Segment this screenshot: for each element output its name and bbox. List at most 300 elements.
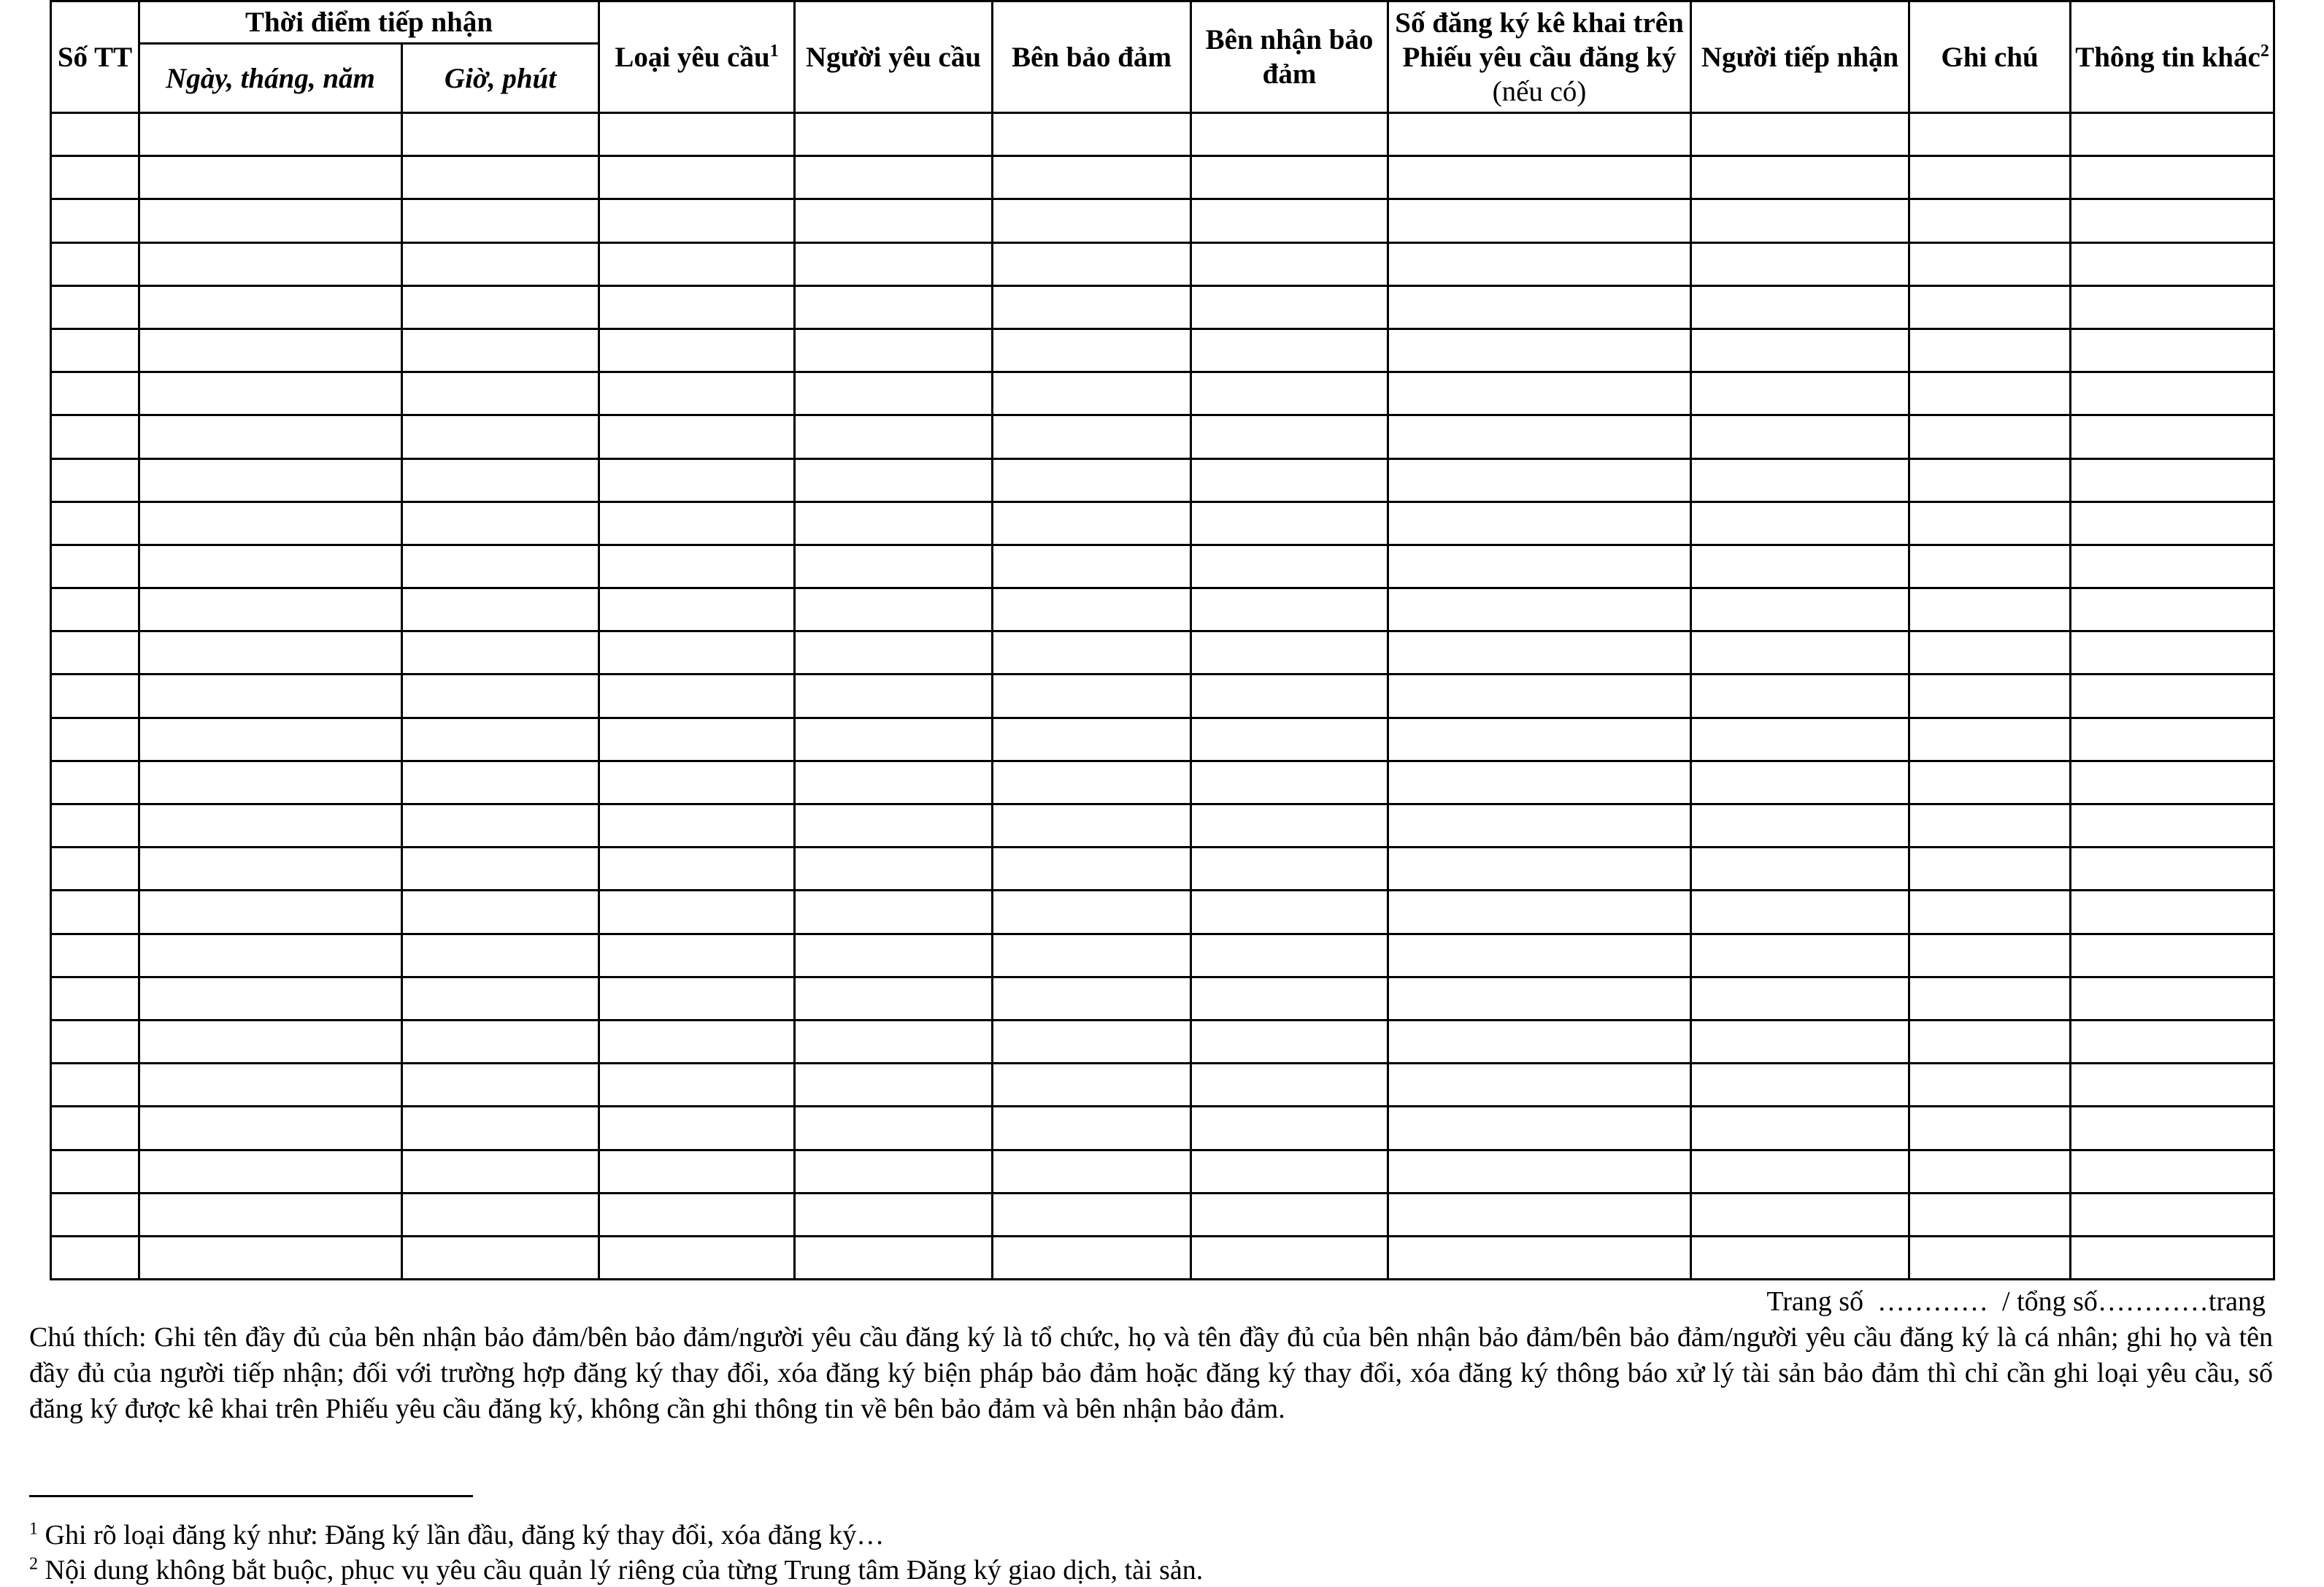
table-cell[interactable] xyxy=(402,1107,599,1150)
table-cell[interactable] xyxy=(1691,934,1909,977)
table-cell[interactable] xyxy=(599,1064,795,1107)
table-cell[interactable] xyxy=(993,113,1191,156)
table-cell[interactable] xyxy=(51,1236,139,1279)
table-cell[interactable] xyxy=(402,285,599,328)
table-cell[interactable] xyxy=(51,1064,139,1107)
table-cell[interactable] xyxy=(1388,156,1691,199)
table-cell[interactable] xyxy=(2071,285,2274,328)
table-cell[interactable] xyxy=(2071,804,2274,848)
table-cell[interactable] xyxy=(795,804,993,848)
table-cell[interactable] xyxy=(1191,113,1388,156)
table-cell[interactable] xyxy=(1909,545,2071,588)
table-cell[interactable] xyxy=(993,761,1191,804)
table-cell[interactable] xyxy=(993,848,1191,891)
table-cell[interactable] xyxy=(993,934,1191,977)
table-cell[interactable] xyxy=(1691,415,1909,458)
table-cell[interactable] xyxy=(795,545,993,588)
table-cell[interactable] xyxy=(993,891,1191,934)
table-cell[interactable] xyxy=(2071,761,2274,804)
table-cell[interactable] xyxy=(51,977,139,1020)
table-cell[interactable] xyxy=(1909,1020,2071,1063)
table-cell[interactable] xyxy=(599,675,795,718)
table-cell[interactable] xyxy=(139,588,402,631)
table-cell[interactable] xyxy=(993,458,1191,502)
table-cell[interactable] xyxy=(139,1064,402,1107)
table-cell[interactable] xyxy=(1388,1107,1691,1150)
table-cell[interactable] xyxy=(599,199,795,242)
table-cell[interactable] xyxy=(1388,458,1691,502)
table-cell[interactable] xyxy=(1191,545,1388,588)
table-cell[interactable] xyxy=(1909,1064,2071,1107)
table-cell[interactable] xyxy=(599,285,795,328)
table-cell[interactable] xyxy=(1909,415,2071,458)
table-cell[interactable] xyxy=(993,804,1191,848)
table-cell[interactable] xyxy=(1909,372,2071,415)
table-cell[interactable] xyxy=(139,242,402,285)
table-cell[interactable] xyxy=(599,458,795,502)
table-cell[interactable] xyxy=(139,156,402,199)
table-cell[interactable] xyxy=(1691,1064,1909,1107)
table-cell[interactable] xyxy=(1191,458,1388,502)
table-cell[interactable] xyxy=(1191,1193,1388,1236)
table-cell[interactable] xyxy=(1388,848,1691,891)
table-cell[interactable] xyxy=(599,891,795,934)
table-cell[interactable] xyxy=(599,156,795,199)
table-cell[interactable] xyxy=(1191,718,1388,761)
table-cell[interactable] xyxy=(139,458,402,502)
table-cell[interactable] xyxy=(402,977,599,1020)
table-cell[interactable] xyxy=(139,804,402,848)
table-cell[interactable] xyxy=(599,804,795,848)
table-cell[interactable] xyxy=(1909,199,2071,242)
table-cell[interactable] xyxy=(993,1236,1191,1279)
table-cell[interactable] xyxy=(1909,242,2071,285)
table-cell[interactable] xyxy=(993,328,1191,372)
table-cell[interactable] xyxy=(139,328,402,372)
table-cell[interactable] xyxy=(993,199,1191,242)
table-cell[interactable] xyxy=(1191,156,1388,199)
table-cell[interactable] xyxy=(599,1020,795,1063)
table-cell[interactable] xyxy=(1909,1236,2071,1279)
table-cell[interactable] xyxy=(402,718,599,761)
table-cell[interactable] xyxy=(1691,588,1909,631)
table-cell[interactable] xyxy=(2071,545,2274,588)
table-cell[interactable] xyxy=(1388,372,1691,415)
table-cell[interactable] xyxy=(2071,328,2274,372)
table-cell[interactable] xyxy=(1191,588,1388,631)
table-cell[interactable] xyxy=(402,631,599,675)
table-cell[interactable] xyxy=(51,113,139,156)
table-cell[interactable] xyxy=(599,977,795,1020)
table-cell[interactable] xyxy=(1191,328,1388,372)
table-cell[interactable] xyxy=(1191,675,1388,718)
table-cell[interactable] xyxy=(1909,1193,2071,1236)
table-cell[interactable] xyxy=(993,588,1191,631)
table-cell[interactable] xyxy=(51,545,139,588)
table-cell[interactable] xyxy=(402,848,599,891)
table-cell[interactable] xyxy=(2071,891,2274,934)
table-cell[interactable] xyxy=(993,545,1191,588)
table-cell[interactable] xyxy=(795,977,993,1020)
table-cell[interactable] xyxy=(795,675,993,718)
table-cell[interactable] xyxy=(1691,113,1909,156)
table-cell[interactable] xyxy=(139,1236,402,1279)
table-cell[interactable] xyxy=(402,934,599,977)
table-cell[interactable] xyxy=(139,372,402,415)
table-cell[interactable] xyxy=(51,934,139,977)
table-cell[interactable] xyxy=(1909,718,2071,761)
table-cell[interactable] xyxy=(1191,761,1388,804)
table-cell[interactable] xyxy=(1191,934,1388,977)
table-cell[interactable] xyxy=(402,1150,599,1193)
table-cell[interactable] xyxy=(1909,761,2071,804)
table-cell[interactable] xyxy=(402,458,599,502)
table-cell[interactable] xyxy=(993,1193,1191,1236)
table-cell[interactable] xyxy=(1388,718,1691,761)
table-cell[interactable] xyxy=(139,545,402,588)
table-cell[interactable] xyxy=(1909,675,2071,718)
table-cell[interactable] xyxy=(1691,1236,1909,1279)
table-cell[interactable] xyxy=(599,372,795,415)
table-cell[interactable] xyxy=(599,242,795,285)
table-cell[interactable] xyxy=(795,934,993,977)
table-cell[interactable] xyxy=(1191,242,1388,285)
table-cell[interactable] xyxy=(1191,1236,1388,1279)
table-cell[interactable] xyxy=(1191,502,1388,545)
table-cell[interactable] xyxy=(599,1107,795,1150)
table-cell[interactable] xyxy=(139,977,402,1020)
table-cell[interactable] xyxy=(1691,675,1909,718)
table-cell[interactable] xyxy=(51,242,139,285)
table-cell[interactable] xyxy=(402,761,599,804)
table-cell[interactable] xyxy=(402,242,599,285)
table-cell[interactable] xyxy=(2071,1064,2274,1107)
table-cell[interactable] xyxy=(2071,156,2274,199)
table-cell[interactable] xyxy=(139,1150,402,1193)
table-cell[interactable] xyxy=(1388,285,1691,328)
table-row xyxy=(51,1020,2274,1063)
table-cell[interactable] xyxy=(599,415,795,458)
table-cell[interactable] xyxy=(1909,285,2071,328)
table-cell[interactable] xyxy=(402,545,599,588)
table-cell[interactable] xyxy=(402,588,599,631)
table-cell[interactable] xyxy=(2071,675,2274,718)
table-cell[interactable] xyxy=(993,718,1191,761)
table-cell[interactable] xyxy=(1191,372,1388,415)
table-cell[interactable] xyxy=(139,891,402,934)
table-cell[interactable] xyxy=(51,848,139,891)
table-cell[interactable] xyxy=(795,458,993,502)
header-registration-number-optional: (nếu có) xyxy=(1492,75,1587,107)
table-cell[interactable] xyxy=(993,242,1191,285)
table-cell[interactable] xyxy=(795,848,993,891)
table-cell[interactable] xyxy=(795,372,993,415)
table-cell[interactable] xyxy=(1388,113,1691,156)
table-cell[interactable] xyxy=(795,588,993,631)
table-cell[interactable] xyxy=(1691,328,1909,372)
table-cell[interactable] xyxy=(1388,242,1691,285)
table-cell[interactable] xyxy=(402,156,599,199)
table-cell[interactable] xyxy=(993,285,1191,328)
table-cell[interactable] xyxy=(2071,458,2274,502)
table-cell[interactable] xyxy=(139,631,402,675)
table-cell[interactable] xyxy=(51,588,139,631)
table-cell[interactable] xyxy=(1909,1150,2071,1193)
table-cell[interactable] xyxy=(1691,156,1909,199)
table-cell[interactable] xyxy=(1691,242,1909,285)
table-cell[interactable] xyxy=(1909,588,2071,631)
table-cell[interactable] xyxy=(795,761,993,804)
table-cell[interactable] xyxy=(402,675,599,718)
table-cell[interactable] xyxy=(1191,199,1388,242)
table-cell[interactable] xyxy=(993,1020,1191,1063)
table-cell[interactable] xyxy=(1691,502,1909,545)
table-cell[interactable] xyxy=(993,977,1191,1020)
table-cell[interactable] xyxy=(402,502,599,545)
table-cell[interactable] xyxy=(402,328,599,372)
table-cell[interactable] xyxy=(1191,285,1388,328)
table-cell[interactable] xyxy=(1691,804,1909,848)
table-cell[interactable] xyxy=(1691,848,1909,891)
table-cell[interactable] xyxy=(795,1150,993,1193)
table-cell[interactable] xyxy=(51,372,139,415)
table-cell[interactable] xyxy=(1691,1193,1909,1236)
table-cell[interactable] xyxy=(1909,977,2071,1020)
table-cell[interactable] xyxy=(1388,977,1691,1020)
table-cell[interactable] xyxy=(1191,1064,1388,1107)
table-cell[interactable] xyxy=(1909,113,2071,156)
table-cell[interactable] xyxy=(993,1150,1191,1193)
table-cell[interactable] xyxy=(139,1020,402,1063)
table-cell[interactable] xyxy=(402,372,599,415)
table-cell[interactable] xyxy=(2071,113,2274,156)
table-cell[interactable] xyxy=(139,934,402,977)
table-cell[interactable] xyxy=(993,372,1191,415)
table-cell[interactable] xyxy=(139,502,402,545)
table-cell[interactable] xyxy=(599,718,795,761)
table-cell[interactable] xyxy=(2071,934,2274,977)
table-row xyxy=(51,804,2274,848)
table-cell[interactable] xyxy=(402,113,599,156)
table-cell[interactable] xyxy=(795,113,993,156)
table-cell[interactable] xyxy=(1388,631,1691,675)
table-cell[interactable] xyxy=(599,934,795,977)
table-cell[interactable] xyxy=(1388,761,1691,804)
table-cell[interactable] xyxy=(1191,891,1388,934)
table-cell[interactable] xyxy=(993,675,1191,718)
table-cell[interactable] xyxy=(599,761,795,804)
table-cell[interactable] xyxy=(51,1107,139,1150)
table-cell[interactable] xyxy=(51,199,139,242)
table-cell[interactable] xyxy=(993,1064,1191,1107)
table-cell[interactable] xyxy=(402,1236,599,1279)
table-cell[interactable] xyxy=(795,1064,993,1107)
table-cell[interactable] xyxy=(1191,804,1388,848)
table-cell[interactable] xyxy=(1191,1150,1388,1193)
table-cell[interactable] xyxy=(1191,631,1388,675)
table-cell[interactable] xyxy=(795,502,993,545)
table-cell[interactable] xyxy=(1191,848,1388,891)
table-cell[interactable] xyxy=(402,1064,599,1107)
table-cell[interactable] xyxy=(2071,1107,2274,1150)
table-cell[interactable] xyxy=(599,545,795,588)
table-cell[interactable] xyxy=(139,285,402,328)
table-cell[interactable] xyxy=(599,1193,795,1236)
table-cell[interactable] xyxy=(139,1193,402,1236)
table-cell[interactable] xyxy=(795,285,993,328)
table-cell[interactable] xyxy=(51,1193,139,1236)
table-cell[interactable] xyxy=(51,328,139,372)
table-cell[interactable] xyxy=(1909,156,2071,199)
table-cell[interactable] xyxy=(795,156,993,199)
table-cell[interactable] xyxy=(402,1020,599,1063)
table-cell[interactable] xyxy=(139,113,402,156)
table-cell[interactable] xyxy=(1691,1107,1909,1150)
table-cell[interactable] xyxy=(1191,977,1388,1020)
table-cell[interactable] xyxy=(1388,804,1691,848)
table-cell[interactable] xyxy=(139,761,402,804)
table-cell[interactable] xyxy=(599,631,795,675)
table-cell[interactable] xyxy=(599,1236,795,1279)
table-cell[interactable] xyxy=(993,631,1191,675)
table-cell[interactable] xyxy=(1909,328,2071,372)
table-cell[interactable] xyxy=(1691,199,1909,242)
table-cell[interactable] xyxy=(2071,631,2274,675)
table-cell[interactable] xyxy=(795,1107,993,1150)
table-cell[interactable] xyxy=(993,415,1191,458)
table-cell[interactable] xyxy=(1191,1107,1388,1150)
table-cell[interactable] xyxy=(795,1020,993,1063)
table-cell[interactable] xyxy=(51,761,139,804)
table-cell[interactable] xyxy=(51,285,139,328)
table-cell[interactable] xyxy=(795,242,993,285)
table-cell[interactable] xyxy=(1388,891,1691,934)
table-cell[interactable] xyxy=(2071,415,2274,458)
table-cell[interactable] xyxy=(1691,631,1909,675)
table-cell[interactable] xyxy=(1691,545,1909,588)
table-cell[interactable] xyxy=(402,415,599,458)
table-cell[interactable] xyxy=(1388,415,1691,458)
table-cell[interactable] xyxy=(139,415,402,458)
table-cell[interactable] xyxy=(2071,718,2274,761)
table-cell[interactable] xyxy=(1909,502,2071,545)
table-cell[interactable] xyxy=(993,1107,1191,1150)
table-cell[interactable] xyxy=(51,718,139,761)
table-cell[interactable] xyxy=(599,848,795,891)
table-cell[interactable] xyxy=(1691,891,1909,934)
table-cell[interactable] xyxy=(993,156,1191,199)
table-cell[interactable] xyxy=(795,631,993,675)
table-cell[interactable] xyxy=(1691,977,1909,1020)
table-cell[interactable] xyxy=(1691,372,1909,415)
table-cell[interactable] xyxy=(1691,285,1909,328)
table-cell[interactable] xyxy=(599,502,795,545)
table-cell[interactable] xyxy=(1388,1020,1691,1063)
table-cell[interactable] xyxy=(51,804,139,848)
table-cell[interactable] xyxy=(51,415,139,458)
table-cell[interactable] xyxy=(402,804,599,848)
table-cell[interactable] xyxy=(1388,199,1691,242)
table-cell[interactable] xyxy=(51,1150,139,1193)
table-cell[interactable] xyxy=(139,199,402,242)
table-cell[interactable] xyxy=(1691,1150,1909,1193)
table-cell[interactable] xyxy=(51,1020,139,1063)
table-cell[interactable] xyxy=(1191,415,1388,458)
table-cell[interactable] xyxy=(1191,1020,1388,1063)
table-cell[interactable] xyxy=(599,1150,795,1193)
table-cell[interactable] xyxy=(1909,631,2071,675)
table-cell[interactable] xyxy=(51,156,139,199)
table-cell[interactable] xyxy=(51,675,139,718)
table-cell[interactable] xyxy=(2071,977,2274,1020)
table-cell[interactable] xyxy=(795,199,993,242)
table-cell[interactable] xyxy=(2071,848,2274,891)
table-cell[interactable] xyxy=(1909,1107,2071,1150)
table-cell[interactable] xyxy=(1388,1236,1691,1279)
table-cell[interactable] xyxy=(1388,502,1691,545)
table-cell[interactable] xyxy=(1909,458,2071,502)
table-cell[interactable] xyxy=(51,458,139,502)
table-cell[interactable] xyxy=(795,415,993,458)
table-cell[interactable] xyxy=(139,675,402,718)
table-cell[interactable] xyxy=(51,891,139,934)
table-cell[interactable] xyxy=(139,1107,402,1150)
table-cell[interactable] xyxy=(795,328,993,372)
table-cell[interactable] xyxy=(2071,199,2274,242)
table-cell[interactable] xyxy=(1388,545,1691,588)
table-cell[interactable] xyxy=(51,631,139,675)
table-cell[interactable] xyxy=(1388,588,1691,631)
table-cell[interactable] xyxy=(2071,372,2274,415)
table-cell[interactable] xyxy=(795,891,993,934)
table-cell[interactable] xyxy=(1388,675,1691,718)
table-cell[interactable] xyxy=(1388,934,1691,977)
table-cell[interactable] xyxy=(599,113,795,156)
table-cell[interactable] xyxy=(599,328,795,372)
table-cell[interactable] xyxy=(2071,588,2274,631)
table-cell[interactable] xyxy=(2071,1020,2274,1063)
table-cell[interactable] xyxy=(1909,934,2071,977)
table-cell[interactable] xyxy=(1691,761,1909,804)
table-cell[interactable] xyxy=(402,1193,599,1236)
table-cell[interactable] xyxy=(2071,242,2274,285)
table-cell[interactable] xyxy=(402,891,599,934)
table-cell[interactable] xyxy=(2071,1193,2274,1236)
table-cell[interactable] xyxy=(51,502,139,545)
table-cell[interactable] xyxy=(1691,458,1909,502)
table-cell[interactable] xyxy=(2071,1150,2274,1193)
table-cell[interactable] xyxy=(402,199,599,242)
table-cell[interactable] xyxy=(1909,848,2071,891)
table-cell[interactable] xyxy=(2071,1236,2274,1279)
table-cell[interactable] xyxy=(2071,502,2274,545)
table-cell[interactable] xyxy=(1909,804,2071,848)
table-cell[interactable] xyxy=(1909,891,2071,934)
table-cell[interactable] xyxy=(139,848,402,891)
table-cell[interactable] xyxy=(795,1193,993,1236)
table-cell[interactable] xyxy=(1388,1150,1691,1193)
table-cell[interactable] xyxy=(599,588,795,631)
table-cell[interactable] xyxy=(1388,1064,1691,1107)
table-cell[interactable] xyxy=(139,718,402,761)
table-cell[interactable] xyxy=(795,1236,993,1279)
table-cell[interactable] xyxy=(1388,328,1691,372)
table-cell[interactable] xyxy=(1388,1193,1691,1236)
table-cell[interactable] xyxy=(1691,1020,1909,1063)
table-cell[interactable] xyxy=(1691,718,1909,761)
table-cell[interactable] xyxy=(795,718,993,761)
table-cell[interactable] xyxy=(993,502,1191,545)
